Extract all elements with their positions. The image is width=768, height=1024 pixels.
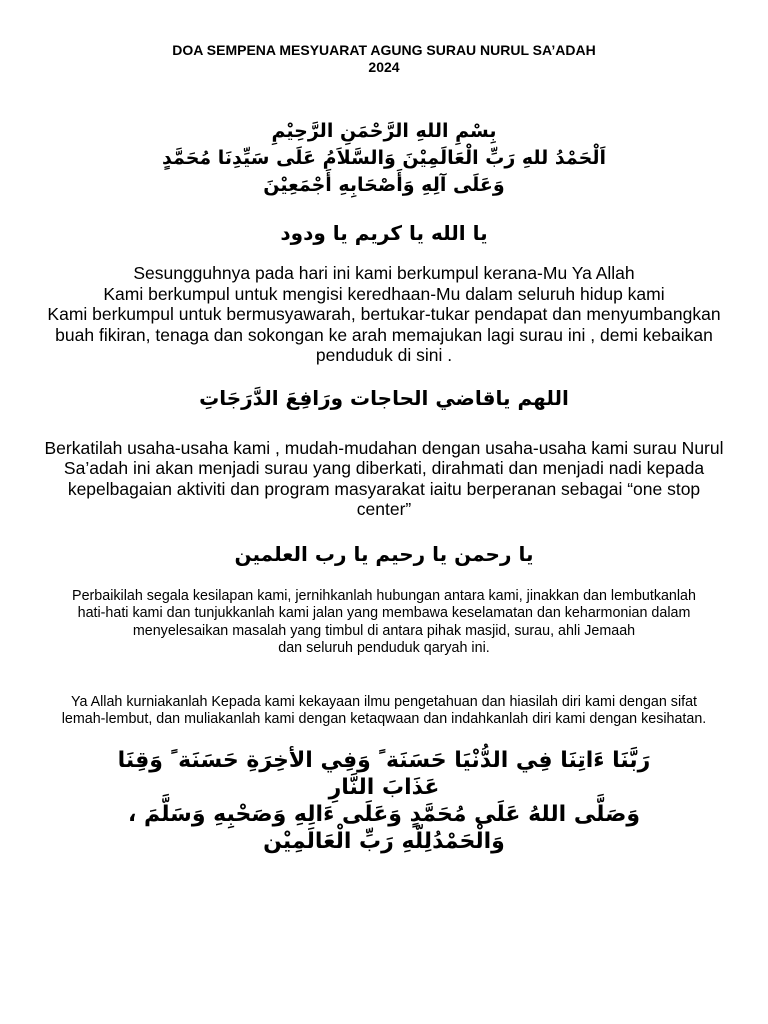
paragraph-line: Berkatilah usaha-usaha kami , mudah-mudahan dengan usaha-usaha kami surau Nurul <box>44 437 724 458</box>
repair-paragraph <box>40 588 728 658</box>
paragraph-line: Ya Allah kurniakanlah Kepada kami kekayaan ilmu pengetahuan dan hiasilah diri kami dengan sifat <box>70 693 698 710</box>
closing-prayer <box>40 747 728 855</box>
gathering-paragraph <box>40 263 728 366</box>
document-title <box>40 42 728 76</box>
title-line: DOA SEMPENA MESYUARAT AGUNG SURAU NURUL SA’ADAH <box>172 42 596 58</box>
document-header <box>40 42 728 76</box>
rabbana-line-continued: عَذَابَ النَّارِ <box>328 774 440 800</box>
paragraph-line: menyelesaikan masalah yang timbul di antara pihak masjid, surau, ahli Jemaah <box>132 622 636 639</box>
paragraph-line: Kami berkumpul untuk bermusyawarah, bertukar-tukar pendapat dan menyumbangkan <box>47 304 721 324</box>
paragraph-line: kepelbagaian aktiviti dan program masyarakat iaitu berperanan sebagai “one stop center” <box>67 478 701 519</box>
paragraph-line: Sa’adah ini akan menjadi surau yang diberkati, dirahmati dan menjadi nadi kepada <box>63 458 705 478</box>
paragraph-line: buah fikiran, tenaga dan sokongan ke arah memajukan lagi surau ini , demi kebaikan <box>55 324 713 345</box>
paragraph-line: dan seluruh penduduk qaryah ini. <box>278 640 490 656</box>
invocation-heading-2: اللهم ياقاضي الحاجات ورَافِعَ الدَّرَجَاتِ <box>199 385 569 410</box>
paragraph-line: Kami berkumpul untuk mengisi keredhaan-Mu dalam seluruh hidup kami <box>103 283 665 304</box>
invocation-heading-1: يا الله يا كريم يا ودود <box>280 221 488 245</box>
paragraph-line: penduduk di sini . <box>315 345 453 365</box>
invocation-heading-3: يا رحمن يا رحيم يا رب العلمين <box>234 541 534 566</box>
basmala-line: بِسْمِ اللهِ الرَّحْمَنِ الرَّحِيْمِ <box>271 120 497 142</box>
paragraph-line: Sesungguhnya pada hari ini kami berkumpul kerana-Mu Ya Allah <box>133 263 635 283</box>
ala-alihi-line: وَعَلَى آلِهِ وَأَصْحَابِهِ أَجْمَعِيْنَ <box>263 174 505 196</box>
blessing-paragraph <box>40 438 728 520</box>
hamd-line: اَلْحَمْدُ للهِ رَبِّ الْعَالَمِيْنَ وَالسَّلاَمُ عَلَى سَيِّدِنَا مُحَمَّدٍ <box>162 147 606 169</box>
paragraph-line: Perbaikilah segala kesilapan kami, jernihkanlah hubungan antara kami, jinakkan dan lembutkanlah <box>72 587 696 604</box>
final-hamd-line: وَالْحَمْدُلِلّهِ رَبِّ الْعَالَمِيْن <box>263 828 505 854</box>
opening-prayer <box>40 118 728 199</box>
paragraph-line: hati-hati kami dan tunjukkanlah kami jalan yang membawa keselamatan dan keharmonian dalam <box>77 605 691 621</box>
paragraph-line: lemah-lembut, dan muliakanlah kami dengan ketaqwaan dan indahkanlah diri kami dengan kesihatan. <box>61 711 707 727</box>
salawat-line: وَصَلَّى اللهُ عَلَى مُحَمَّدٍ وَعَلَى ءَالِهِ وَصَحْبِهِ وَسَلَّمَ ، <box>127 801 641 827</box>
knowledge-paragraph <box>40 694 728 729</box>
rabbana-line: رَبَّنَا ءَاتِنَا فِي الدُّنْيَا حَسَنَة ً وَفِي الأخِرَةِ حَسَنَة ً وَقِنَا <box>117 747 651 773</box>
title-year: 2024 <box>368 59 400 75</box>
